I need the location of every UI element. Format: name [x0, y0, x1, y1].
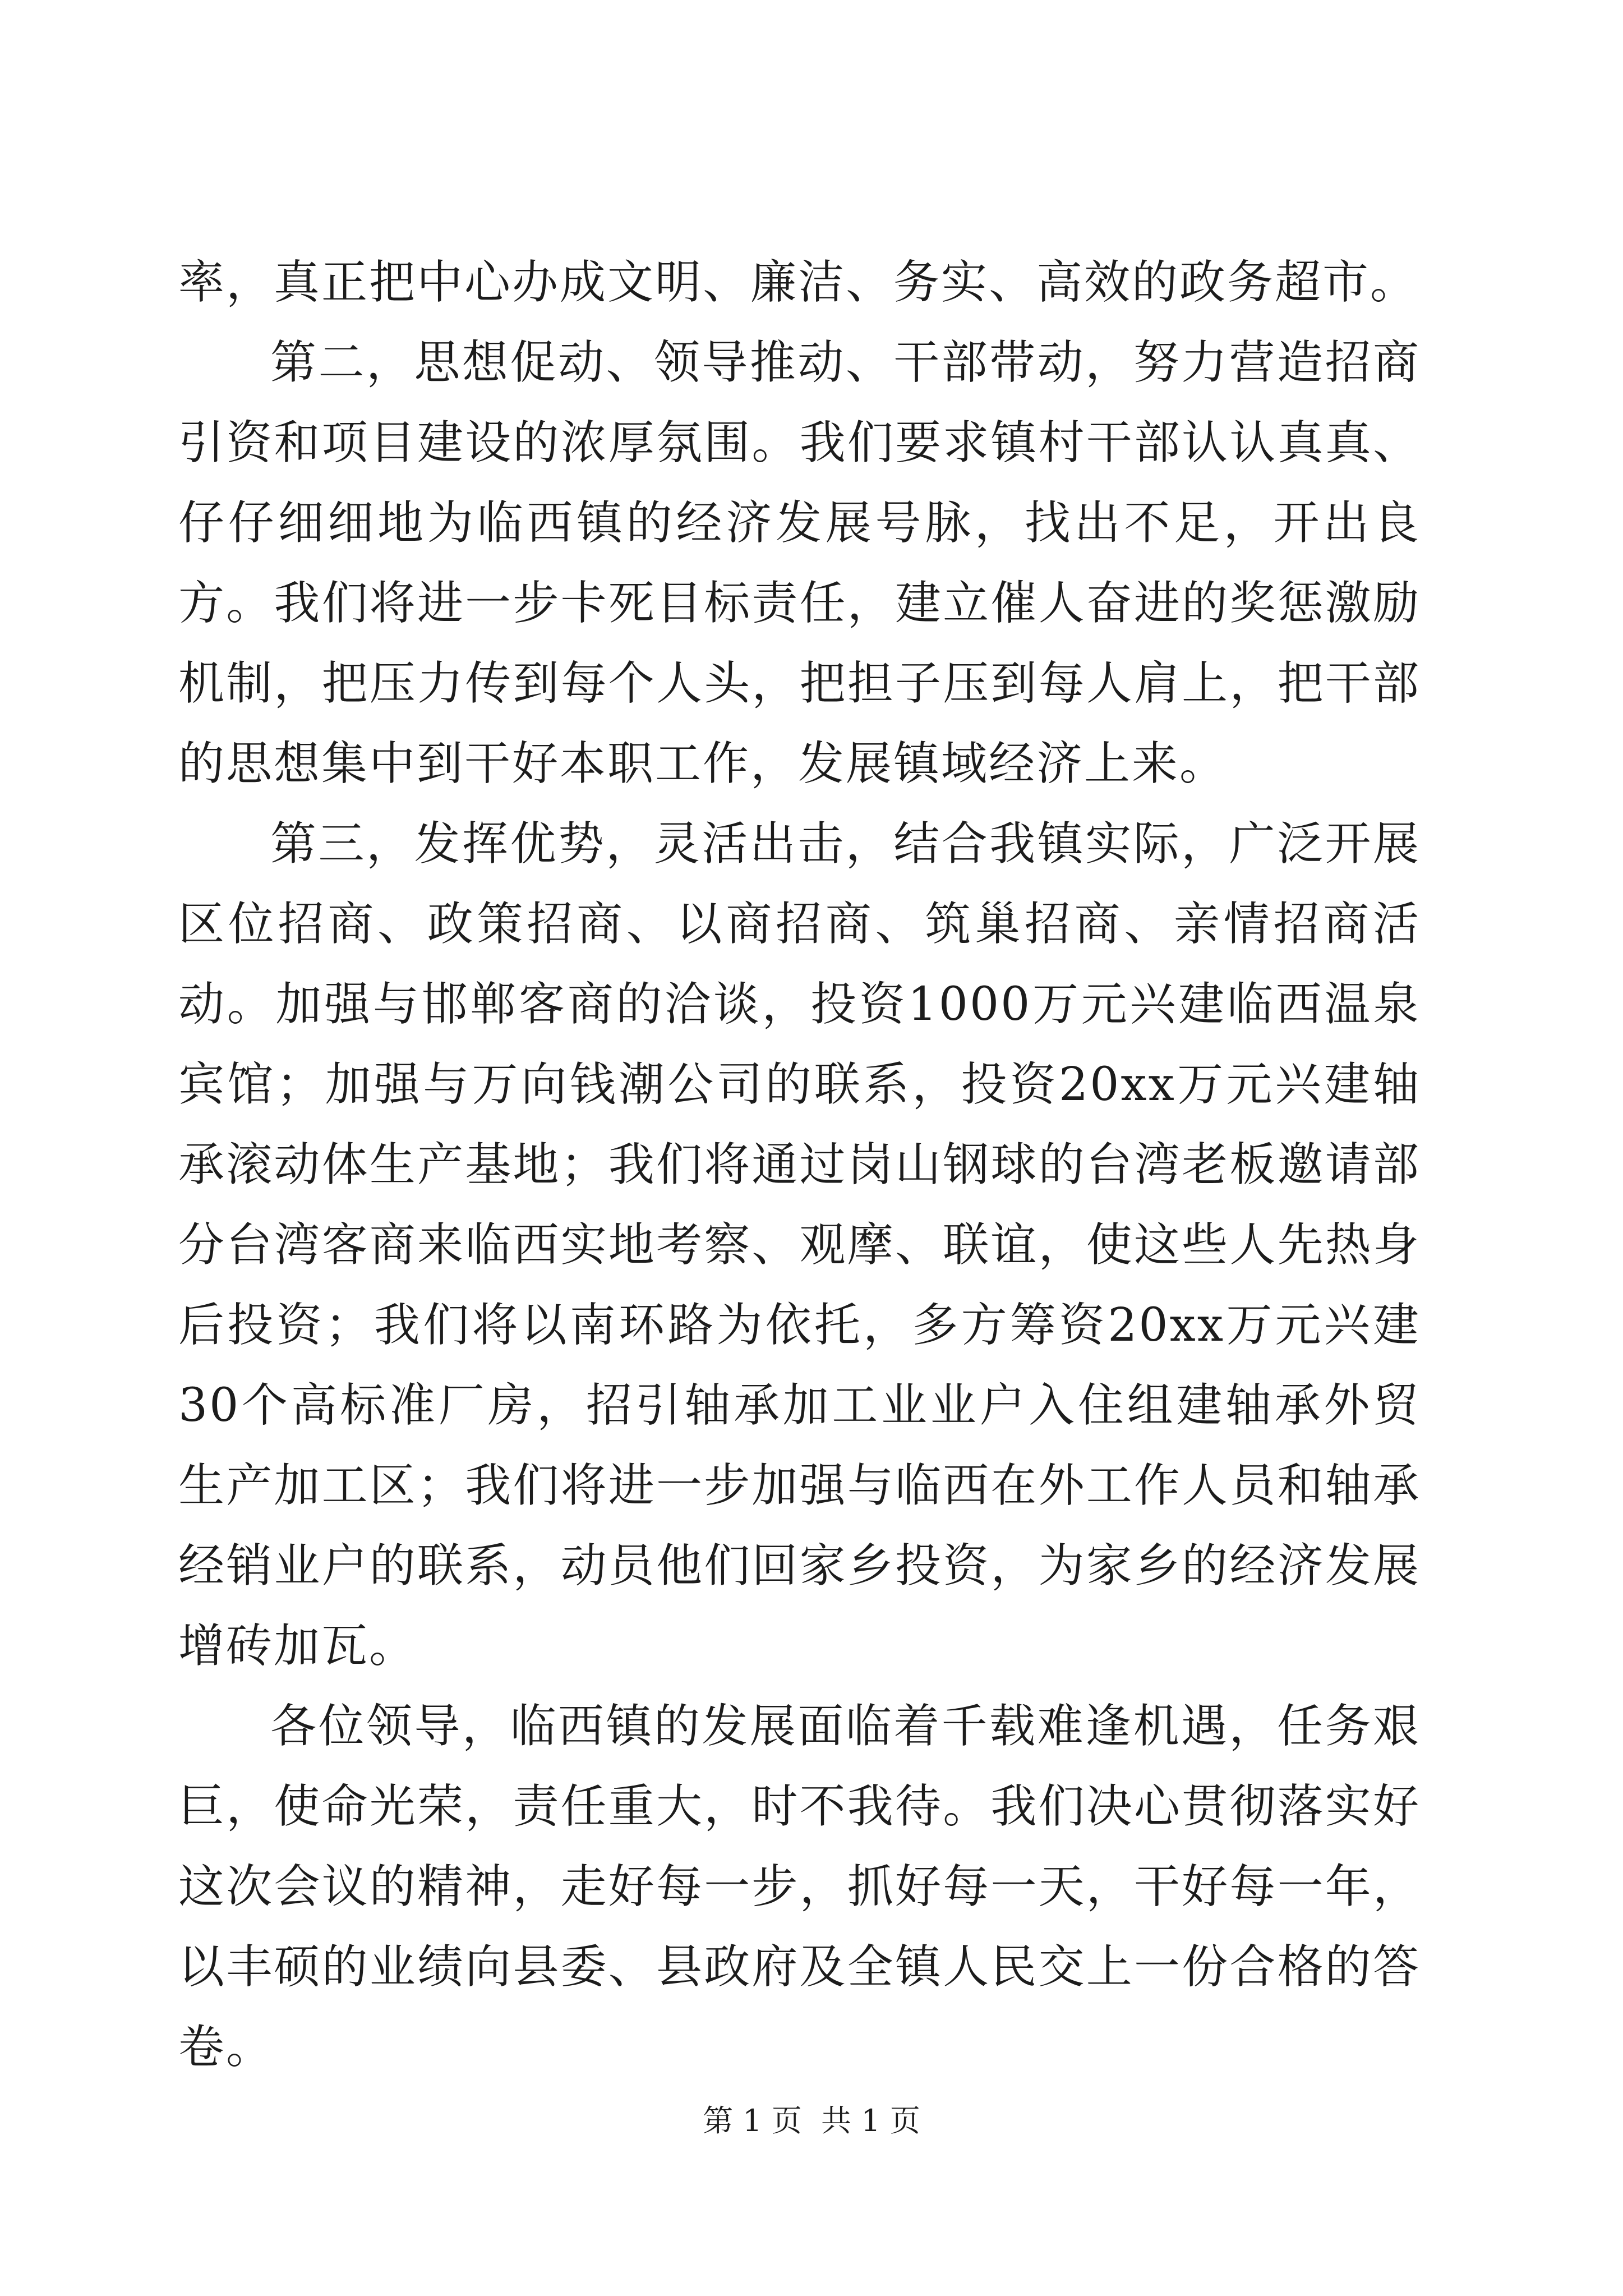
- page-footer: 第 1 页 共 1 页: [703, 2103, 920, 2138]
- paragraph-4: 各位领导，临西镇的发展面临着千载难逢机遇，任务艰巨，使命光荣，责任重大，时不我待。我们决心贯彻落实好这次会议的精神，走好每一步，抓好每一天，干好每一年，以丰硕的业绩向县委、县政府及全镇人民交上一份合格的答卷。: [178, 1700, 1421, 2074]
- document-body: [178, 242, 1421, 2087]
- paragraph-2: 第二，思想促动、领导推动、干部带动，努力营造招商引资和项目建设的浓厚氛围。我们要求镇村干部认认真真、仔仔细细地为临西镇的经济发展号脉，找出不足，开出良方。我们将进一步卡死目标责任，建立催人奋进的奖惩激励机制，把压力传到每个人头，把担子压到每人肩上，把干部的思想集中到干好本职工作，发展镇域经济上来。: [178, 336, 1421, 790]
- paragraph-3: 第三，发挥优势，灵活出击，结合我镇实际，广泛开展区位招商、政策招商、以商招商、筑巢招商、亲情招商活动。加强与邯郸客商的洽谈，投资1000万元兴建临西温泉宾馆；加强与万向钱潮公司的联系，投资20xx万元兴建轴承滚动体生产基地；我们将通过岗山钢球的台湾老板邀请部分台湾客商来临西实地考察、观摩、联谊，使这些人先热身后投资；我们将以南环路为依托，多方筹资20xx万元兴建30个高标准厂房，招引轴承加工业业户入住组建轴承外贸生产加工区；我们将进一步加强与临西在外工作人员和轴承经销业户的联系，动员他们回家乡投资，为家乡的经济发展增砖加瓦。: [178, 817, 1421, 1673]
- paragraph-1: 率，真正把中心办成文明、廉洁、务实、高效的政务超市。: [178, 256, 1418, 309]
